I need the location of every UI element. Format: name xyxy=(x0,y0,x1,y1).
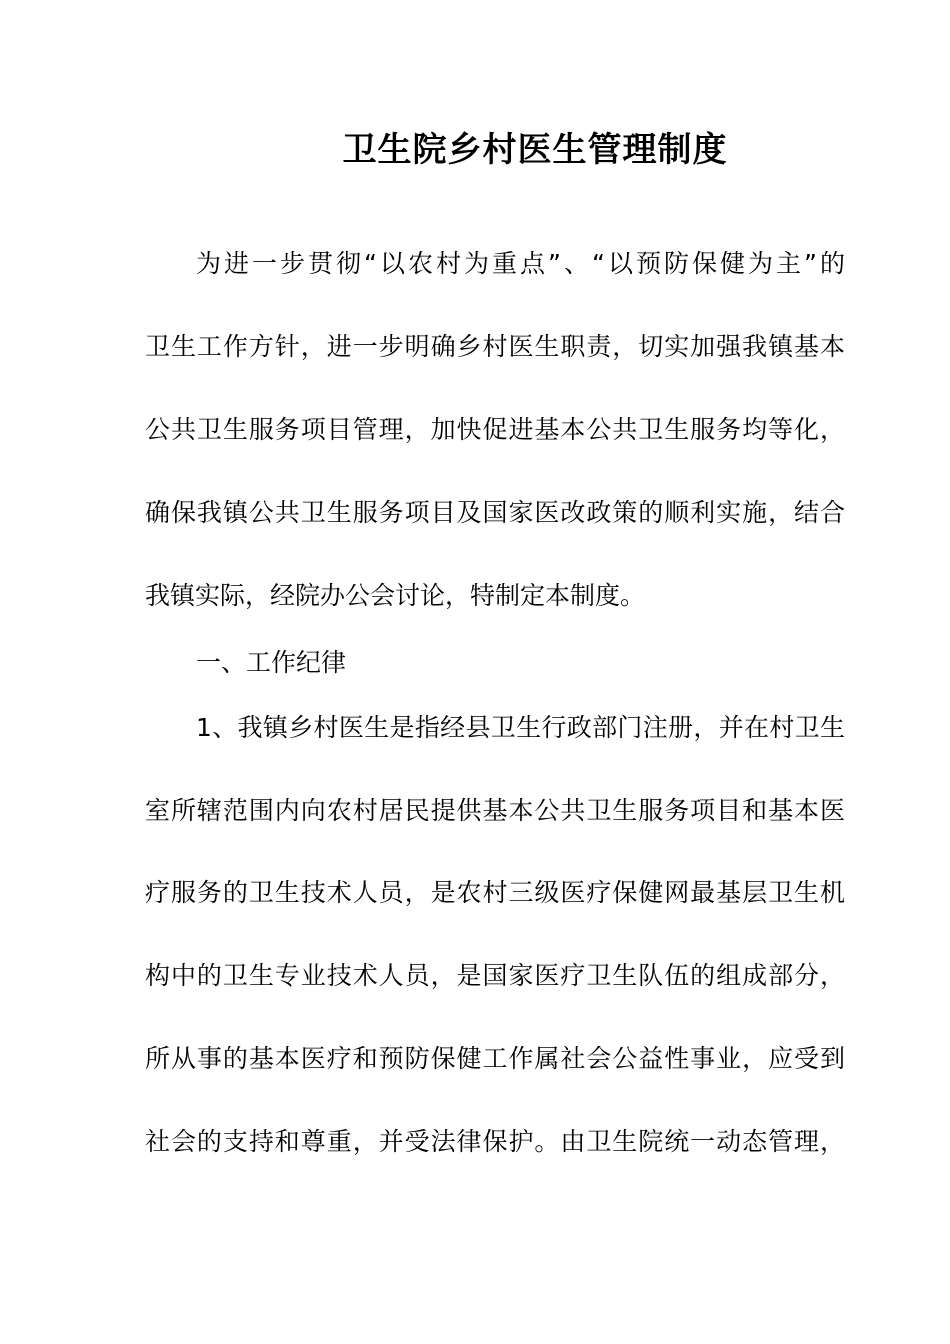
paragraph-line: 为进一步贯彻“以农村为重点”、“以预防保健为主”的 xyxy=(196,249,845,278)
section-heading: 一、工作纪律 xyxy=(196,648,347,677)
paragraph-line: 公共卫生服务项目管理，加快促进基本公共卫生服务均等化， xyxy=(145,415,845,444)
paragraph-line: 卫生工作方针，进一步明确乡村医生职责，切实加强我镇基本 xyxy=(145,332,845,361)
paragraph-line: 1、我镇乡村医生是指经县卫生行政部门注册，并在村卫生 xyxy=(196,713,845,742)
paragraph-line: 我镇实际，经院办公会讨论，特制定本制度。 xyxy=(145,581,646,610)
paragraph-line: 室所辖范围内向农村居民提供基本公共卫生服务项目和基本医 xyxy=(145,796,845,825)
paragraph-line: 社会的支持和尊重，并受法律保护。由卫生院统一动态管理， xyxy=(145,1127,845,1156)
document-title: 卫生院乡村医生管理制度 xyxy=(342,130,728,170)
paragraph-line: 构中的卫生专业技术人员，是国家医疗卫生队伍的组成部分， xyxy=(145,961,845,990)
paragraph-line: 疗服务的卫生技术人员，是农村三级医疗保健网最基层卫生机 xyxy=(145,878,845,907)
paragraph-line: 所从事的基本医疗和预防保健工作属社会公益性事业，应受到 xyxy=(145,1044,845,1073)
paragraph-line: 确保我镇公共卫生服务项目及国家医改政策的顺利实施，结合 xyxy=(145,498,845,527)
